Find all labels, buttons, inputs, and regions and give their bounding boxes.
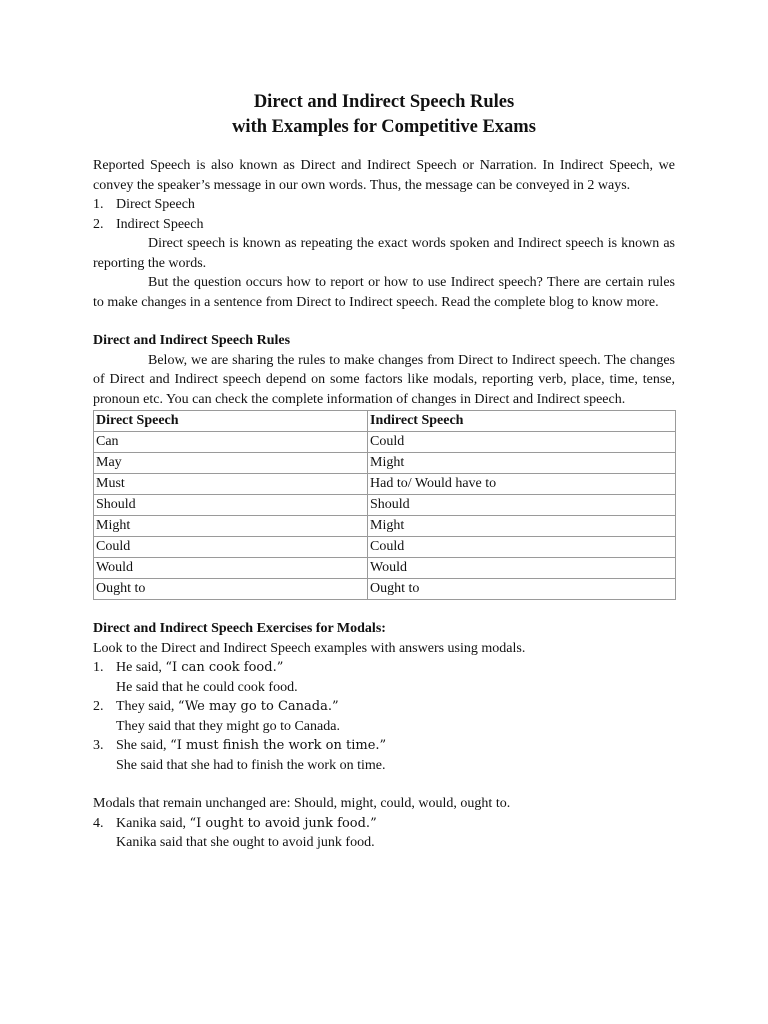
title-line-2: with Examples for Competitive Exams bbox=[232, 117, 536, 137]
indirect-sentence: She said that she had to finish the work on time. bbox=[116, 757, 386, 773]
table-cell: Would bbox=[94, 558, 368, 579]
table-cell: Should bbox=[368, 495, 676, 516]
list-number: 2. bbox=[93, 216, 104, 232]
exercises-heading: Direct and Indirect Speech Exercises for Modals: bbox=[93, 621, 386, 636]
table-row bbox=[94, 474, 676, 495]
direct-prefix: She said, bbox=[116, 738, 171, 753]
speech-types-list bbox=[93, 195, 675, 234]
direct-sentence bbox=[116, 814, 675, 834]
table-header-direct: Direct Speech bbox=[94, 411, 368, 432]
rules-heading: Direct and Indirect Speech Rules bbox=[93, 333, 291, 348]
question-paragraph: But the question occurs how to report or how to use Indirect speech? There are certain rules to make changes in a sentence from Direct to Indirect speech. Read the complete blog to know more. bbox=[93, 275, 675, 310]
definition-paragraph: Direct speech is known as repeating the exact words spoken and Indirect speech is known as reporting the words. bbox=[93, 236, 675, 271]
table-cell: Ought to bbox=[368, 579, 676, 600]
list-item bbox=[93, 814, 675, 853]
list-number: 3. bbox=[93, 738, 104, 753]
list-text: Indirect Speech bbox=[116, 216, 204, 232]
list-item bbox=[93, 195, 675, 215]
spacer bbox=[93, 775, 675, 794]
exercises-list-continued bbox=[93, 814, 675, 853]
list-number: 1. bbox=[93, 197, 104, 212]
list-text: Direct Speech bbox=[116, 197, 195, 212]
document-body bbox=[93, 156, 675, 853]
table-cell: Had to/ Would have to bbox=[368, 474, 676, 495]
indirect-sentence: He said that he could cook food. bbox=[116, 679, 298, 695]
direct-sentence bbox=[116, 658, 675, 678]
direct-prefix: They said, bbox=[116, 699, 178, 714]
table-cell: May bbox=[94, 453, 368, 474]
rules-paragraph: Below, we are sharing the rules to make changes from Direct to Indirect speech. The changes of Direct and Indirect speech depend on some factors like modals, reporting verb, place, time, tense, pronoun etc. You can check the complete information of changes in Direct and Indirect speech. bbox=[93, 352, 675, 407]
table-cell: Could bbox=[368, 432, 676, 453]
table-cell: Might bbox=[94, 516, 368, 537]
title-line-1: Direct and Indirect Speech Rules bbox=[253, 92, 515, 112]
table-row bbox=[94, 495, 676, 516]
intro-paragraph: Reported Speech is also known as Direct and Indirect Speech or Narration. In Indirect Speech, we convey the speaker’s message in our own words. Thus, the message can be conveyed in 2 ways. bbox=[93, 158, 675, 193]
unchanged-note: Modals that remain unchanged are: Should, might, could, would, ought to. bbox=[93, 796, 511, 811]
table-row bbox=[94, 453, 676, 474]
table-cell: Might bbox=[368, 516, 676, 537]
list-item bbox=[93, 697, 675, 736]
list-number: 2. bbox=[93, 699, 104, 714]
document-title bbox=[0, 90, 768, 140]
list-number: 4. bbox=[93, 815, 104, 831]
indirect-sentence: They said that they might go to Canada. bbox=[116, 718, 340, 734]
direct-sentence bbox=[116, 736, 675, 756]
direct-quote: “I ought to avoid junk food.” bbox=[189, 815, 377, 831]
table-row bbox=[94, 579, 676, 600]
direct-quote: “I can cook food.” bbox=[165, 660, 284, 675]
table-cell: Should bbox=[94, 495, 368, 516]
table-row bbox=[94, 432, 676, 453]
list-item bbox=[93, 736, 675, 775]
modals-table bbox=[93, 410, 676, 600]
table-row bbox=[94, 558, 676, 579]
direct-sentence bbox=[116, 697, 675, 717]
table-header-indirect: Indirect Speech bbox=[368, 411, 676, 432]
table-row bbox=[94, 516, 676, 537]
table-cell: Must bbox=[94, 474, 368, 495]
list-number: 1. bbox=[93, 660, 104, 675]
direct-prefix: He said, bbox=[116, 660, 166, 675]
table-cell: Can bbox=[94, 432, 368, 453]
exercises-intro: Look to the Direct and Indirect Speech examples with answers using modals. bbox=[93, 640, 526, 656]
table-header-row bbox=[94, 411, 676, 432]
table-cell: Might bbox=[368, 453, 676, 474]
list-item bbox=[93, 658, 675, 697]
indirect-sentence: Kanika said that she ought to avoid junk food. bbox=[116, 835, 375, 850]
direct-prefix: Kanika said, bbox=[116, 815, 190, 831]
table-cell: Ought to bbox=[94, 579, 368, 600]
list-item bbox=[93, 215, 675, 235]
table-cell: Could bbox=[368, 537, 676, 558]
direct-quote: “I must finish the work on time.” bbox=[170, 738, 387, 753]
table-cell: Would bbox=[368, 558, 676, 579]
direct-quote: “We may go to Canada.” bbox=[177, 699, 339, 714]
table-cell: Could bbox=[94, 537, 368, 558]
exercises-list bbox=[93, 658, 675, 775]
table-row bbox=[94, 537, 676, 558]
